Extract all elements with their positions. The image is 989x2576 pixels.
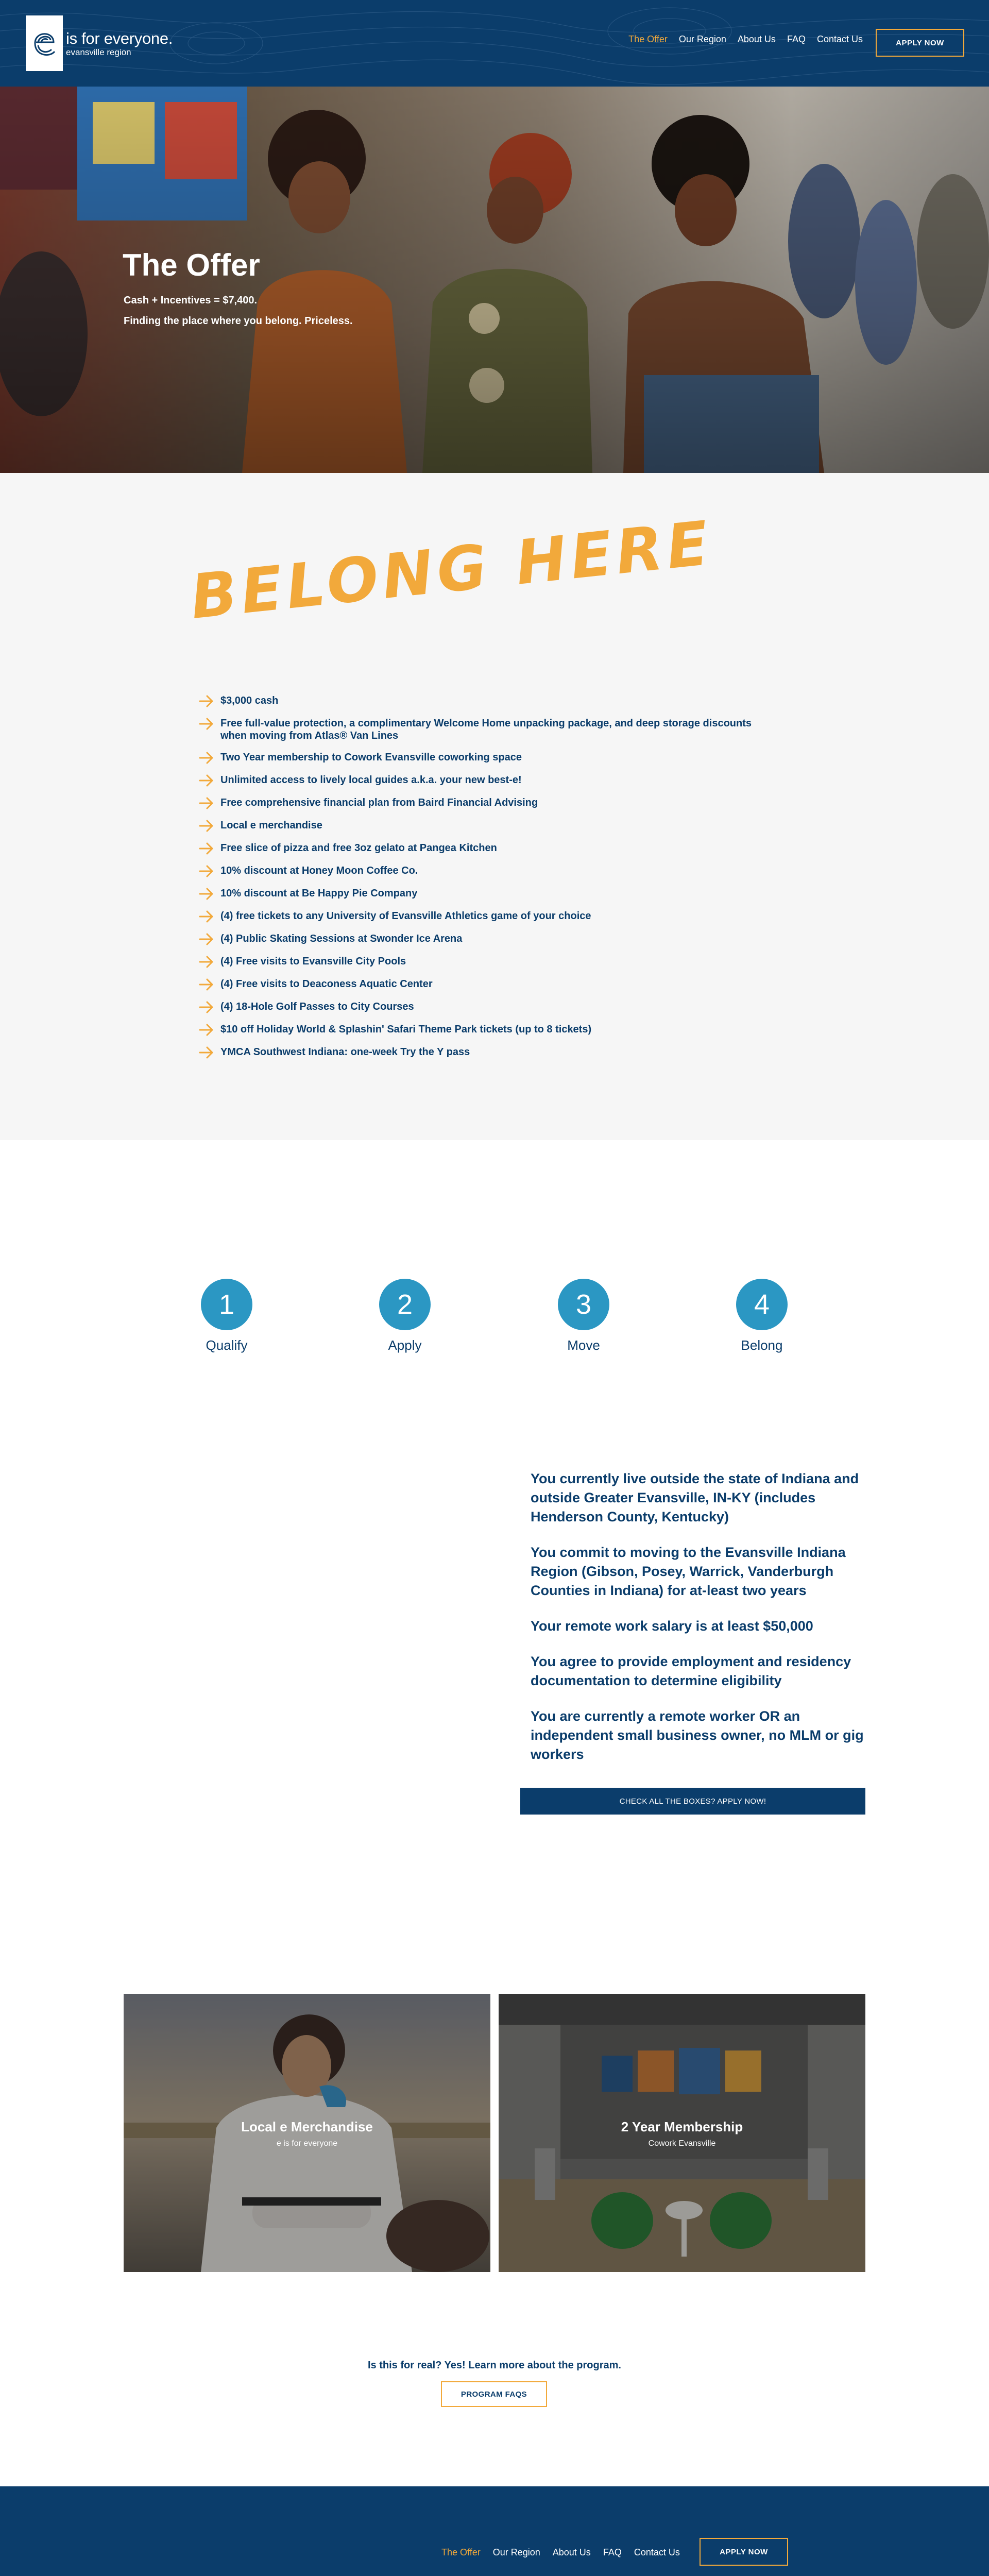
arrow-right-icon — [199, 865, 214, 878]
offer-item-text: $3,000 cash — [220, 695, 279, 706]
offer-item — [199, 887, 776, 901]
offer-item-text: Two Year membership to Cowork Evansville coworking space — [220, 752, 522, 763]
step-number: 1 — [201, 1279, 252, 1330]
offer-item — [199, 842, 776, 855]
arrow-right-icon — [199, 694, 214, 708]
program-faqs-button[interactable]: PROGRAM FAQS — [441, 2381, 547, 2407]
offer-item — [199, 955, 776, 969]
card-title: 2 Year Membership — [621, 2119, 743, 2134]
arrow-right-icon — [199, 978, 214, 991]
step-number: 4 — [736, 1279, 788, 1330]
faq-question: Is this for real? Yes! Learn more about the program. — [368, 2360, 621, 2371]
offer-item-text: (4) Public Skating Sessions at Swonder Ice Arena — [220, 933, 463, 944]
offer-list — [199, 694, 776, 1069]
site-header — [0, 0, 989, 87]
eligibility-criteria — [531, 1469, 871, 1781]
offer-item — [199, 978, 776, 991]
nav-the-offer[interactable]: The Offer — [628, 34, 668, 44]
card-local-merchandise[interactable] — [124, 1994, 490, 2272]
arrow-right-icon — [199, 751, 214, 765]
offer-item-text: Free full-value protection, a complimentary Welcome Home unpacking package, and deep storage discounts when moving from Atlas® Van Lines — [220, 718, 752, 741]
offer-item — [199, 751, 776, 765]
offer-item-text: (4) 18-Hole Golf Passes to City Courses — [220, 1001, 414, 1012]
step-move — [555, 1279, 612, 1353]
criteria-item: You currently live outside the state of Indiana and outside Greater Evansville, IN-KY (includes Henderson County, Kentucky) — [531, 1471, 859, 1524]
offer-item — [199, 1023, 776, 1037]
offer-item-text: $10 off Holiday World & Splashin' Safari Theme Park tickets (up to 8 tickets) — [220, 1024, 592, 1035]
offer-item-text: Unlimited access to lively local guides a.k.a. your new best-e! — [220, 774, 522, 786]
footer-nav-about-us[interactable]: About Us — [552, 2547, 591, 2557]
footer-nav-faq[interactable]: FAQ — [603, 2547, 622, 2557]
step-number: 2 — [379, 1279, 431, 1330]
check-boxes-apply-button[interactable]: CHECK ALL THE BOXES? APPLY NOW! — [520, 1788, 865, 1815]
offer-item — [199, 933, 776, 946]
site-footer — [0, 2486, 989, 2576]
offer-item — [199, 796, 776, 810]
offer-item-text: YMCA Southwest Indiana: one-week Try the Y pass — [220, 1046, 470, 1058]
arrow-right-icon — [199, 819, 214, 833]
step-apply — [377, 1279, 433, 1353]
card-title: Local e Merchandise — [241, 2119, 373, 2134]
offer-item — [199, 1001, 776, 1014]
arrow-right-icon — [199, 774, 214, 787]
arrow-right-icon — [199, 1023, 214, 1037]
offer-item-text: 10% discount at Honey Moon Coffee Co. — [220, 865, 418, 876]
criteria-item: Your remote work salary is at least $50,000 — [531, 1618, 813, 1634]
hero-subtitle-tagline: Finding the place where you belong. Priceless. — [124, 315, 353, 327]
card-two-year-membership[interactable] — [499, 1994, 865, 2272]
offer-item — [199, 910, 776, 923]
card-subtitle: e is for everyone — [276, 2139, 338, 2148]
arrow-right-icon — [199, 796, 214, 810]
nav-faq[interactable]: FAQ — [787, 34, 806, 44]
arrow-right-icon — [199, 910, 214, 923]
offer-item-text: (4) Free visits to Deaconess Aquatic Center — [220, 978, 433, 990]
arrow-right-icon — [199, 887, 214, 901]
criteria-item: You are currently a remote worker OR an independent small business owner, no MLM or gig workers — [531, 1708, 864, 1762]
offer-item — [199, 865, 776, 878]
brand-name: is for everyone. — [66, 29, 173, 47]
offer-item-text: (4) free tickets to any University of Evansville Athletics game of your choice — [220, 910, 591, 922]
offer-item-text: 10% discount at Be Happy Pie Company — [220, 888, 418, 899]
brand-region: evansville region — [66, 47, 131, 57]
step-label: Apply — [388, 1337, 422, 1353]
card-subtitle: Cowork Evansville — [648, 2139, 716, 2148]
e-logo-icon — [31, 22, 58, 65]
arrow-right-icon — [199, 955, 214, 969]
offer-item — [199, 819, 776, 833]
nav-about-us[interactable]: About Us — [737, 34, 776, 44]
nav-our-region[interactable]: Our Region — [678, 34, 726, 44]
footer-apply-now-button[interactable]: APPLY NOW — [700, 2538, 788, 2566]
hero-section — [0, 87, 989, 473]
step-label: Qualify — [206, 1337, 248, 1353]
offer-item — [199, 774, 776, 787]
offer-item-text: Free comprehensive financial plan from Baird Financial Advising — [220, 797, 538, 808]
main-nav — [628, 34, 863, 45]
hero-subtitle-incentives: Cash + Incentives = $7,400. — [124, 295, 258, 306]
offer-item — [199, 694, 776, 708]
offer-item — [199, 1046, 776, 1059]
arrow-right-icon — [199, 717, 214, 731]
arrow-right-icon — [199, 933, 214, 946]
criteria-item: You agree to provide employment and residency documentation to determine eligibility — [531, 1654, 851, 1688]
footer-nav-contact-us[interactable]: Contact Us — [634, 2547, 680, 2557]
belong-here-script-heading — [185, 507, 716, 633]
footer-nav — [441, 2547, 680, 2558]
apply-now-button[interactable]: APPLY NOW — [876, 29, 964, 57]
step-number: 3 — [558, 1279, 609, 1330]
offer-item — [199, 717, 776, 742]
step-label: Belong — [741, 1337, 783, 1353]
offer-item-text: Local e merchandise — [220, 820, 322, 831]
arrow-right-icon — [199, 842, 214, 855]
logo[interactable] — [26, 15, 63, 71]
step-belong — [734, 1279, 790, 1353]
belong-here-text: BELONG HERE — [187, 507, 716, 633]
offer-item-text: (4) Free visits to Evansville City Pools — [220, 956, 406, 967]
hero-title: The Offer — [123, 248, 260, 282]
step-label: Move — [567, 1337, 600, 1353]
criteria-item: You commit to moving to the Evansville Indiana Region (Gibson, Posey, Warrick, Vanderburgh Counties in Indiana) for at-least two years — [531, 1545, 846, 1598]
footer-nav-our-region[interactable]: Our Region — [492, 2547, 540, 2557]
footer-nav-the-offer[interactable]: The Offer — [441, 2547, 481, 2557]
brand-wordmark — [66, 30, 173, 58]
arrow-right-icon — [199, 1046, 214, 1059]
nav-contact-us[interactable]: Contact Us — [816, 34, 863, 44]
step-qualify — [198, 1279, 255, 1353]
arrow-right-icon — [199, 1001, 214, 1014]
offer-item-text: Free slice of pizza and free 3oz gelato at Pangea Kitchen — [220, 842, 497, 854]
